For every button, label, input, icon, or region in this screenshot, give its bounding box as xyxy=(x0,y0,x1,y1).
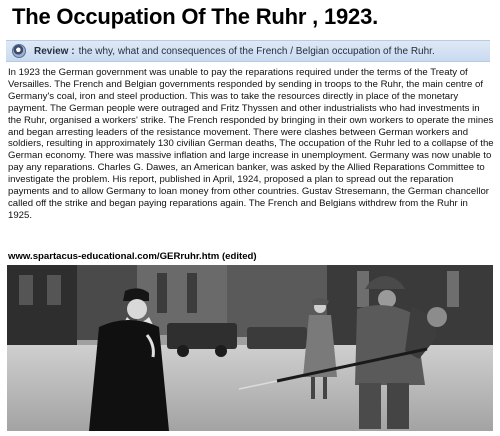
historical-photo xyxy=(7,265,493,431)
source-citation: www.spartacus-educational.com/GERruhr.htm (edited) xyxy=(8,251,257,262)
page-title: The Occupation Of The Ruhr , 1923. xyxy=(12,4,379,29)
review-bullet-icon xyxy=(12,44,26,58)
body-paragraph: In 1923 the German government was unable to pay the reparations required under the terms of the Treaty of Versailles. The French and Belgian governments responded by sending in troops to the Ruhr, the main centre of Germany's coal, iron and steel production. This was to take the resources directly in place of the monetary payment. The German people were outraged and Fritz Thyssen and other industrialists who had investments in the Ruhr, organised a workers' strike. The French responded by bringing in their own workers to operate the mines and began arresting leaders of the resistance movement. There were clashes between German workers and soldiers, resulting in approximately 130 civilian German deaths, The occupation of the Ruhr led to a collapse of the German economy. There was massive inflation and large increase in unemployment. Germany was now unable to pay any reparations. Charles G. Dawes, an American banker, was asked by the Allied Reparations Committee to investigate the problem. His report, published in April, 1924, proposed a plan to spread out the reparation payments and to allow Germany to loan money from other countries. Gustav Stresemann, the German chancellor called off the strike and began paying reparations again. The French and Belgians withdrew from the Ruhr in 1925. xyxy=(8,67,494,221)
review-label: Review : xyxy=(34,45,75,57)
review-banner xyxy=(6,40,490,62)
review-text: the why, what and consequences of the French / Belgian occupation of the Ruhr. xyxy=(78,45,435,57)
